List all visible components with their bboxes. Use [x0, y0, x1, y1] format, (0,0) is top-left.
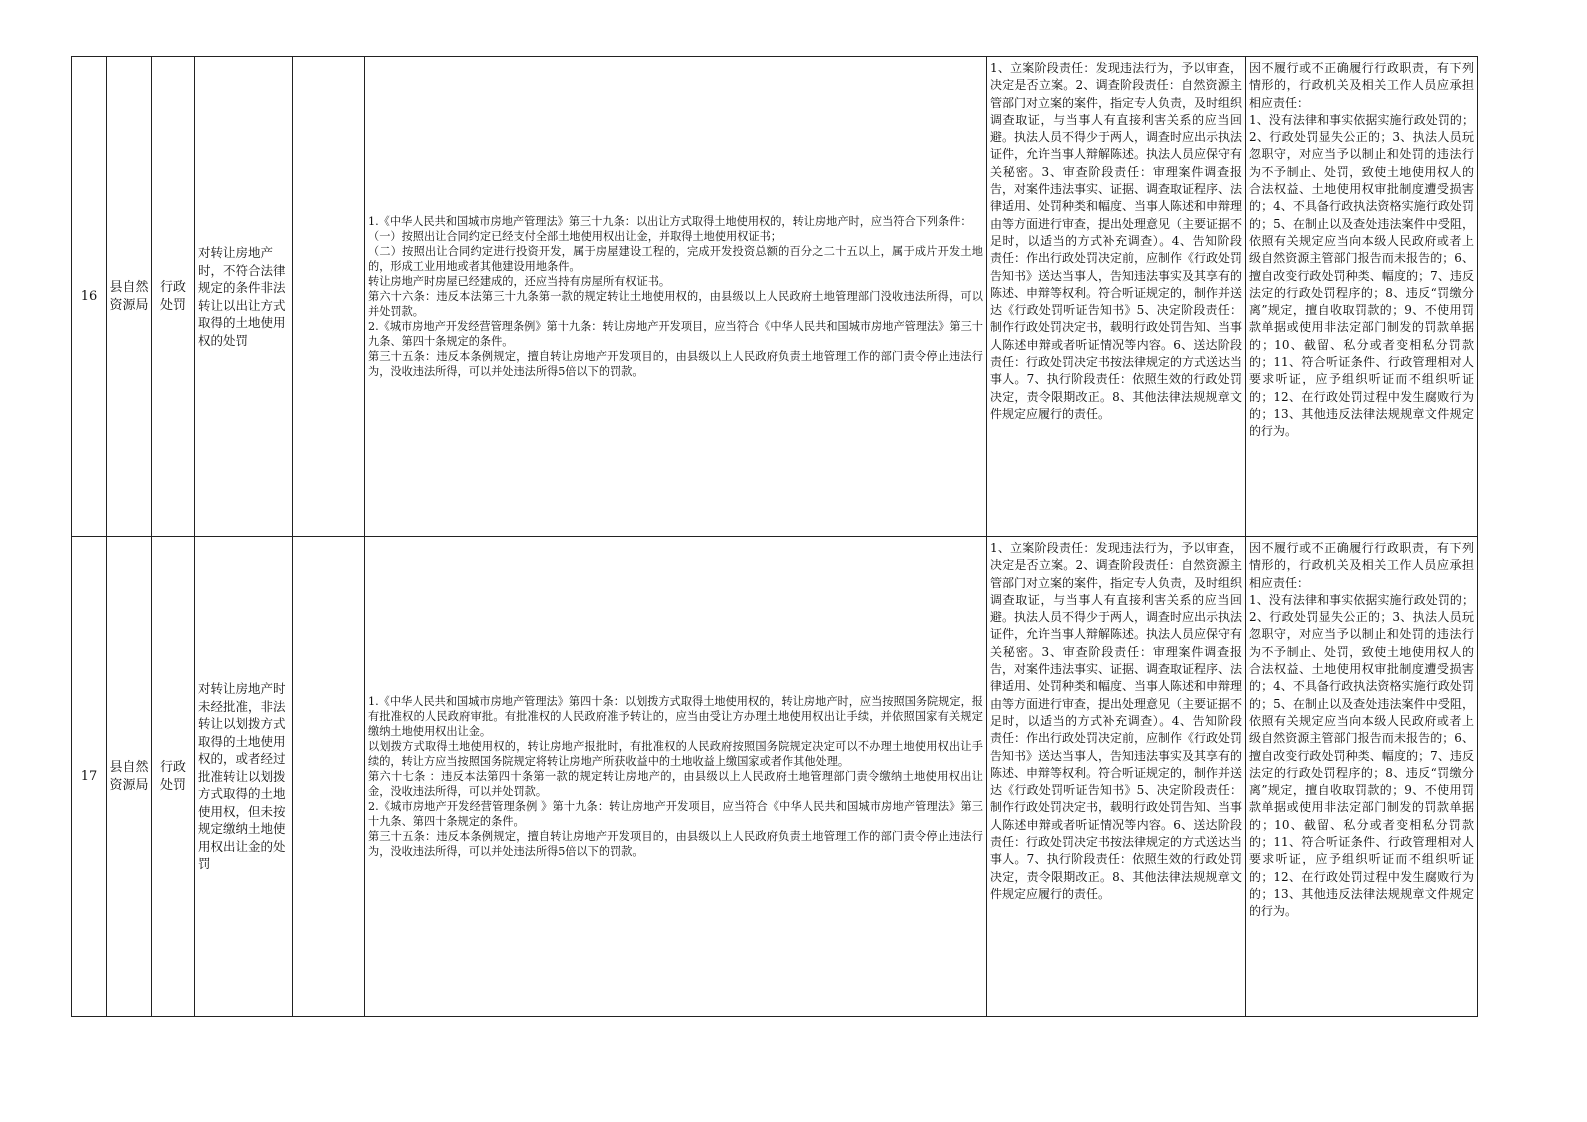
legal-basis: [365, 537, 987, 1017]
basis-paragraph: （一）按照出让合同约定已经支付全部土地使用权出让金，并取得土地使用权证书；: [368, 230, 782, 243]
empty-cell: [293, 57, 365, 537]
basis-paragraph: （二）按照出让合同约定进行投资开发，属于房屋建设工程的，完成开发投资总额的百分之二十五以上，属于成片开发土地的，形成工业用地或者其他建设用地条件。: [368, 245, 983, 273]
department: 县自然资源局: [109, 280, 149, 313]
power-item: 对转让房地产时未经批准，非法转让以划拨方式取得的土地使用权的，或者经过批准转让以划拨方式取得的土地使用权，但未按规定缴纳土地使用权出让金的处罚: [195, 537, 293, 1017]
basis-paragraph: 以划拨方式取得土地使用权的，转让房地产报批时，有批准权的人民政府按照国务院规定决定可以不办理土地使用权出让手续的，转让方应当按照国务院规定将转让房地产所获收益中的土地收益上缴国家或者作其他处理。: [368, 740, 983, 768]
basis-paragraph: 2.《城市房地产开发经营管理条例 》第十九条：转让房地产开发项目，应当符合《中华人民共和国城市房地产管理法》第三十九条、第四十条规定的条件。: [368, 800, 983, 828]
basis-paragraph: 转让房地产时房屋已经建成的，还应当持有房屋所有权证书。: [368, 275, 671, 288]
department: 县自然资源局: [109, 760, 149, 793]
basis-paragraph: 第三十五条：违反本条例规定，擅自转让房地产开发项目的，由县级以上人民政府负责土地管理工作的部门责令停止违法行为，没收违法所得，可以并处违法所得5倍以下的罚款。: [368, 350, 983, 378]
power-item: 对转让房地产时，不符合法律规定的条件非法转让以出让方式取得的土地使用权的处罚: [195, 57, 293, 537]
row-number: 16: [72, 57, 107, 537]
powers-table: [71, 56, 1478, 1017]
power-type: 行政处罚: [159, 760, 186, 793]
empty-cell: [293, 537, 365, 1017]
accountability: 因不履行或不正确履行行政职责，有下列情形的，行政机关及相关工作人员应承担相应责任： 1、没有法律和事实依据实施行政处罚的；2、行政处罚显失公正的；3、执法人员玩忽职守，对应当予以制止和处罚的违法行为不予制止、处罚，致使土地使用权人的合法权益、土地使用权审批制度遭受损害的；4、不具备行政执法资格实施行政处罚的；5、在制止以及查处违法案件中受阻，依照有关规定应当向本级人民政府或者上级自然资源主管部门报告而未报告的；6、擅自改变行政处罚种类、幅度的；7、违反法定的行政处罚程序的；8、违反“罚缴分离”规定，擅自收取罚款的；9、不使用罚款单据或使用非法定部门制发的罚款单据的；10、截留、私分或者变相私分罚款的；11、符合听证条件、行政管理相对人要求听证，应予组织听证而不组织听证的；12、在行政处罚过程中发生腐败行为的；13、其他违反法律法规规章文件规定的行为。: [1249, 61, 1474, 439]
table-row: [72, 57, 1478, 537]
basis-paragraph: 1.《中华人民共和国城市房地产管理法》第三十九条：以出让方式取得土地使用权的，转让房地产时，应当符合下列条件：: [368, 215, 972, 228]
table-row: [72, 537, 1478, 1017]
legal-basis: [365, 57, 987, 537]
power-type: 行政处罚: [159, 280, 186, 313]
basis-paragraph: 第六十七条 ：违反本法第四十条第一款的规定转让房地产的，由县级以上人民政府土地管理部门责令缴纳土地使用权出让金，没收违法所得，可以并处罚款。: [368, 770, 983, 798]
responsibility-items: 1、立案阶段责任：发现违法行为，予以审查，决定是否立案。2、调查阶段责任：自然资源主管部门对立案的案件，指定专人负责，及时组织调查取证，与当事人有直接利害关系的应当回避。执法人员不得少于两人，调查时应出示执法证件，允许当事人辩解陈述。执法人员应保守有关秘密。3、审查阶段责任：审理案件调查报告，对案件违法事实、证据、调查取证程序、法律适用、处罚种类和幅度、当事人陈述和申辩理由等方面进行审查，提出处理意见（主要证据不足时，以适当的方式补充调查）。4、告知阶段责任：作出行政处罚决定前，应制作《行政处罚告知书》送达当事人，告知违法事实及其享有的陈述、申辩等权利。符合听证规定的，制作并送达《行政处罚听证告知书》5、决定阶段责任：制作行政处罚决定书，载明行政处罚告知、当事人陈述申辩或者听证情况等内容。6、送达阶段责任：行政处罚决定书按法律规定的方式送达当事人。7、执行阶段责任：依照生效的行政处罚决定，责令限期改正。8、其他法律法规规章文件规定应履行的责任。: [987, 537, 1246, 1017]
accountability: 因不履行或不正确履行行政职责，有下列情形的，行政机关及相关工作人员应承担相应责任： 1、没有法律和事实依据实施行政处罚的；2、行政处罚显失公正的；3、执法人员玩忽职守，对应当予以制止和处罚的违法行为不予制止、处罚，致使土地使用权人的合法权益、土地使用权审批制度遭受损害的；4、不具备行政执法资格实施行政处罚的；5、在制止以及查处违法案件中受阻，依照有关规定应当向本级人民政府或者上级自然资源主管部门报告而未报告的；6、擅自改变行政处罚种类、幅度的；7、违反法定的行政处罚程序的；8、违反“罚缴分离”规定，擅自收取罚款的；9、不使用罚款单据或使用非法定部门制发的罚款单据的；10、截留、私分或者变相私分罚款的；11、符合听证条件、行政管理相对人要求听证，应予组织听证而不组织听证的；12、在行政处罚过程中发生腐败行为的；13、其他违反法律法规规章文件规定的行为。: [1249, 541, 1474, 919]
basis-paragraph: 第六十六条：违反本法第三十九条第一款的规定转让土地使用权的，由县级以上人民政府土地管理部门没收违法所得，可以并处罚款。: [368, 290, 983, 318]
basis-paragraph: 第三十五条：违反本条例规定，擅自转让房地产开发项目的，由县级以上人民政府负责土地管理工作的部门责令停止违法行为，没收违法所得，可以并处违法所得5倍以下的罚款。: [368, 830, 983, 858]
row-number: 17: [72, 537, 107, 1017]
responsibility-items: 1、立案阶段责任：发现违法行为，予以审查，决定是否立案。2、调查阶段责任：自然资源主管部门对立案的案件，指定专人负责，及时组织调查取证，与当事人有直接利害关系的应当回避。执法人员不得少于两人，调查时应出示执法证件，允许当事人辩解陈述。执法人员应保守有关秘密。3、审查阶段责任：审理案件调查报告，对案件违法事实、证据、调查取证程序、法律适用、处罚种类和幅度、当事人陈述和申辩理由等方面进行审查，提出处理意见（主要证据不足时，以适当的方式补充调查）。4、告知阶段责任：作出行政处罚决定前，应制作《行政处罚告知书》送达当事人，告知违法事实及其享有的陈述、申辩等权利。符合听证规定的，制作并送达《行政处罚听证告知书》5、决定阶段责任：制作行政处罚决定书，载明行政处罚告知、当事人陈述申辩或者听证情况等内容。6、送达阶段责任：行政处罚决定书按法律规定的方式送达当事人。7、执行阶段责任：依照生效的行政处罚决定，责令限期改正。8、其他法律法规规章文件规定应履行的责任。: [987, 57, 1246, 537]
basis-paragraph: 2.《城市房地产开发经营管理条例》第十九条：转让房地产开发项目，应当符合《中华人民共和国城市房地产管理法》第三十九条、第四十条规定的条件。: [368, 320, 983, 348]
basis-paragraph: 1.《中华人民共和国城市房地产管理法》第四十条：以划拨方式取得土地使用权的，转让房地产时，应当按照国务院规定，报有批准权的人民政府审批。有批准权的人民政府准予转让的，应当由受让方办理土地使用权出让手续，并依照国家有关规定缴纳土地使用权出让金。: [368, 695, 983, 738]
